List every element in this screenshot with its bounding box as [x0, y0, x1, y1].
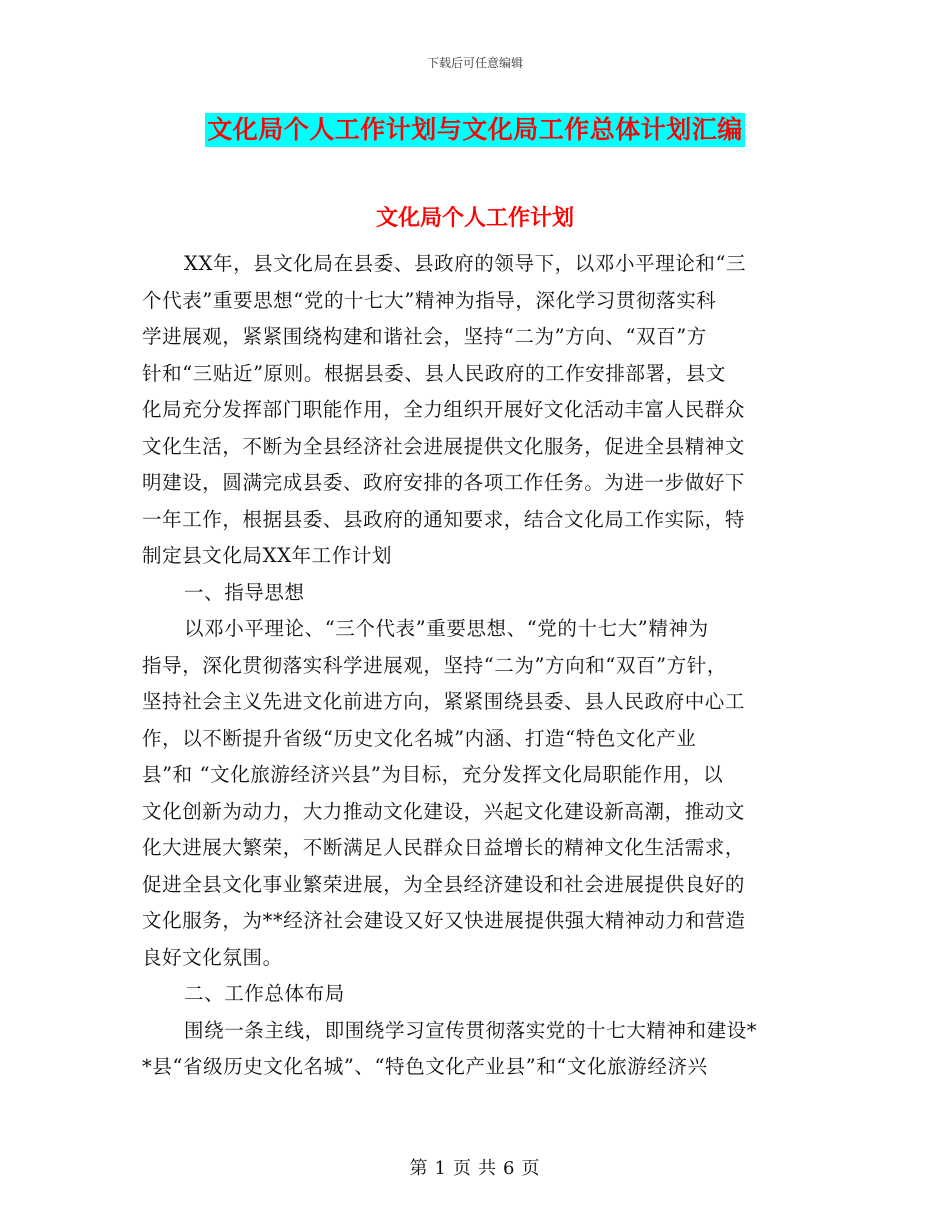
- body-line: 化大进展大繁荣，不断满足人民群众日益增长的精神文化生活需求，: [142, 836, 746, 859]
- body-line: 作，以不断提升省级“历史文化名城”内涵、打造“特色文化产业: [142, 726, 697, 750]
- body-line: 坚持社会主义先进文化前进方向，紧紧围绕县委、县人民政府中心工: [142, 690, 746, 713]
- body-line: 良好文化氛围。: [142, 945, 283, 969]
- body-text: [142, 246, 802, 1086]
- body-line: *县“省级历史文化名城”、“特色文化产业县”和“文化旅游经济兴: [142, 1055, 708, 1078]
- page-footer: [0, 1154, 950, 1180]
- sub-title: 文化局个人工作计划: [375, 205, 574, 231]
- body-line: 指导，深化贯彻落实科学进展观，坚持“二为”方向和“双百”方针，: [142, 653, 727, 677]
- body-line: 个代表”重要思想“党的十七大”精神为指导，深化学习贯彻落实科: [142, 288, 717, 312]
- footer-total-prefix: 共: [478, 1158, 497, 1179]
- body-line: 一、指导思想: [184, 580, 305, 604]
- body-line: 二、工作总体布局: [184, 982, 345, 1005]
- body-line: 以邓小平理论、“三个代表”重要思想、“党的十七大”精神为: [184, 617, 709, 640]
- footer-page-unit: 页: [453, 1158, 472, 1179]
- body-line: XX年，县文化局在县委、县政府的领导下，以邓小平理论和“三: [184, 252, 747, 275]
- body-line: 文化创新为动力，大力推动文化建设，兴起文化建设新高潮，推动文: [142, 799, 746, 823]
- body-line: 制定县文化局XX年工作计划: [142, 544, 393, 567]
- body-line: 文化生活，不断为全县经济社会进展提供文化服务，促进全县精神文: [142, 434, 746, 458]
- body-line: 针和“三贴近”原则。根据县委、县人民政府的工作安排部署，县文: [142, 361, 726, 385]
- footer-total-pages: 6: [503, 1158, 516, 1179]
- footer-prefix: 第: [409, 1158, 429, 1179]
- body-line: 促进全县文化事业繁荣进展，为全县经济建设和社会进展提供良好的: [142, 872, 746, 896]
- header-note: 下载后可任意编辑: [426, 56, 523, 70]
- body-line: 化局充分发挥部门职能作用，全力组织开展好文化活动丰富人民群众: [142, 398, 746, 421]
- body-line: 文化服务，为**经济社会建设又好又快进展提供强大精神动力和营造: [142, 909, 746, 932]
- body-line: 学进展观，紧紧围绕构建和谐社会，坚持“二为”方向、“双百”方: [142, 325, 707, 348]
- body-line: 县”和 “文化旅游经济兴县”为目标，充分发挥文化局职能作用，以: [142, 763, 724, 786]
- main-title-container: [0, 113, 950, 147]
- body-line: 一年工作，根据县委、县政府的通知要求，结合文化局工作实际，特: [142, 507, 746, 531]
- main-title: 文化局个人工作计划与文化局工作总体计划汇编: [205, 113, 745, 147]
- body-line: 明建设，圆满完成县委、政府安排的各项工作任务。为进一步做好下: [142, 471, 746, 494]
- body-line: 围绕一条主线，即围绕学习宣传贯彻落实党的十七大精神和建设*: [184, 1018, 758, 1042]
- footer-total-unit: 页: [521, 1158, 541, 1179]
- footer-page-number: 1: [434, 1158, 447, 1179]
